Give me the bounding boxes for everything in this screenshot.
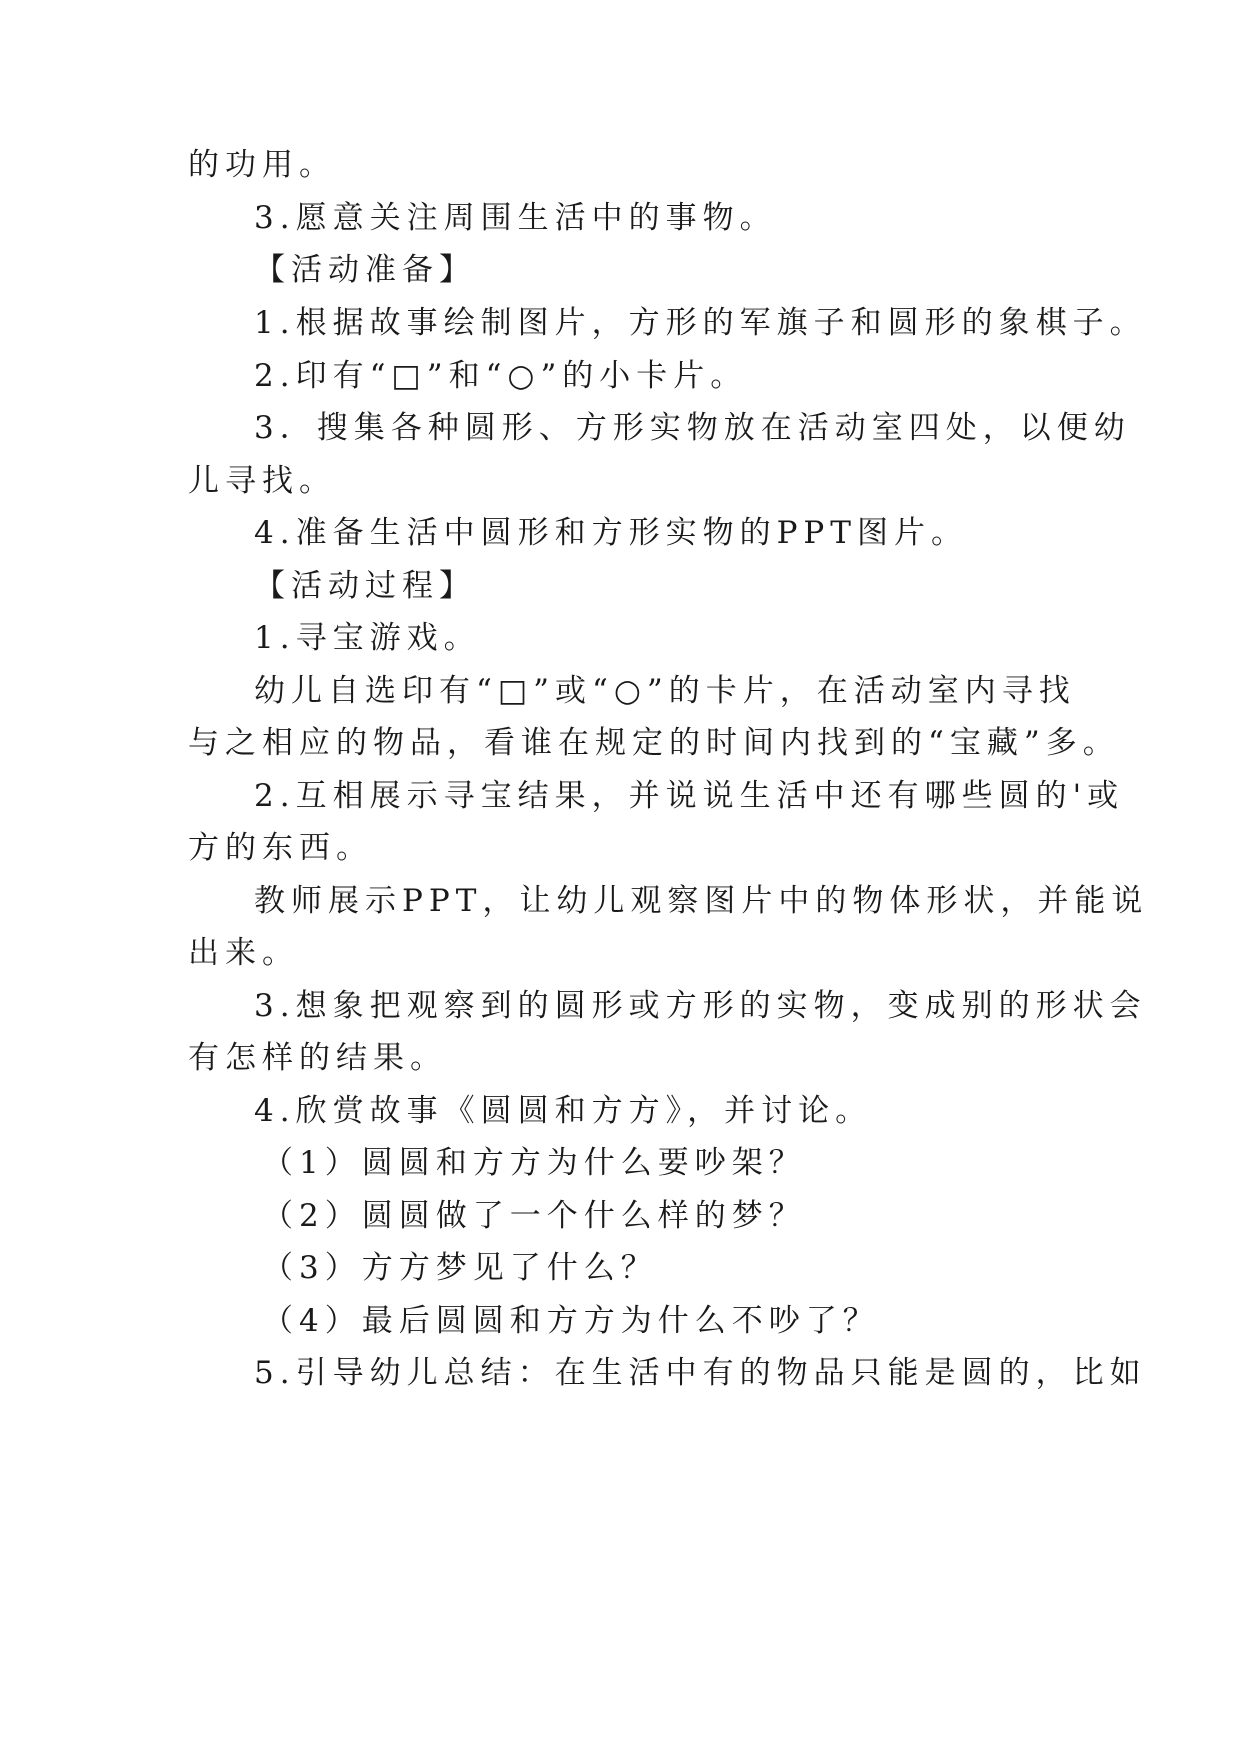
section-heading: 【活动过程】 bbox=[254, 568, 476, 604]
question-line: （4）最后圆圆和方方为什么不吵了？ bbox=[262, 1303, 880, 1339]
paragraph-line: 3．搜集各种圆形、方形实物放在活动室四处，以便幼 bbox=[254, 410, 1131, 446]
paragraph-line: 教师展示PPT，让幼儿观察图片中的物体形状，并能说 bbox=[254, 883, 1149, 919]
question-line: （2）圆圆做了一个什么样的梦？ bbox=[262, 1198, 806, 1234]
paragraph-line: 3.愿意关注周围生活中的事物。 bbox=[254, 200, 777, 236]
paragraph-line: 幼儿自选印有“□”或“○”的卡片，在活动室内寻找 bbox=[254, 673, 1076, 709]
paragraph-line: 1.根据故事绘制图片，方形的军旗子和圆形的象棋子。 bbox=[254, 305, 1147, 341]
paragraph-line: 3.想象把观察到的圆形或方形的实物，变成别的形状会 bbox=[254, 988, 1147, 1024]
paragraph-line: 方的东西。 bbox=[188, 830, 373, 866]
paragraph-line: 5.引导幼儿总结：在生活中有的物品只能是圆的，比如 bbox=[254, 1355, 1147, 1391]
paragraph-line: 出来。 bbox=[188, 935, 299, 971]
question-line: （3）方方梦见了什么？ bbox=[262, 1250, 658, 1286]
paragraph-line: 2.互相展示寻宝结果，并说说生活中还有哪些圆的'或 bbox=[254, 778, 1125, 814]
paragraph-line: 2.印有“□”和“○”的小卡片。 bbox=[254, 358, 748, 394]
question-line: （1）圆圆和方方为什么要吵架？ bbox=[262, 1145, 806, 1181]
paragraph-line: 有怎样的结果。 bbox=[188, 1040, 447, 1076]
paragraph-line: 与之相应的物品，看谁在规定的时间内找到的“宝藏”多。 bbox=[188, 725, 1120, 761]
paragraph-line: 1.寻宝游戏。 bbox=[254, 620, 481, 656]
paragraph-line: 儿寻找。 bbox=[188, 463, 336, 499]
section-heading: 【活动准备】 bbox=[254, 252, 476, 288]
paragraph-line: 4.欣赏故事《圆圆和方方》，并讨论。 bbox=[254, 1093, 873, 1129]
paragraph-line: 的功用。 bbox=[188, 147, 336, 183]
paragraph-line: 4.准备生活中圆形和方形实物的PPT图片。 bbox=[254, 515, 968, 551]
